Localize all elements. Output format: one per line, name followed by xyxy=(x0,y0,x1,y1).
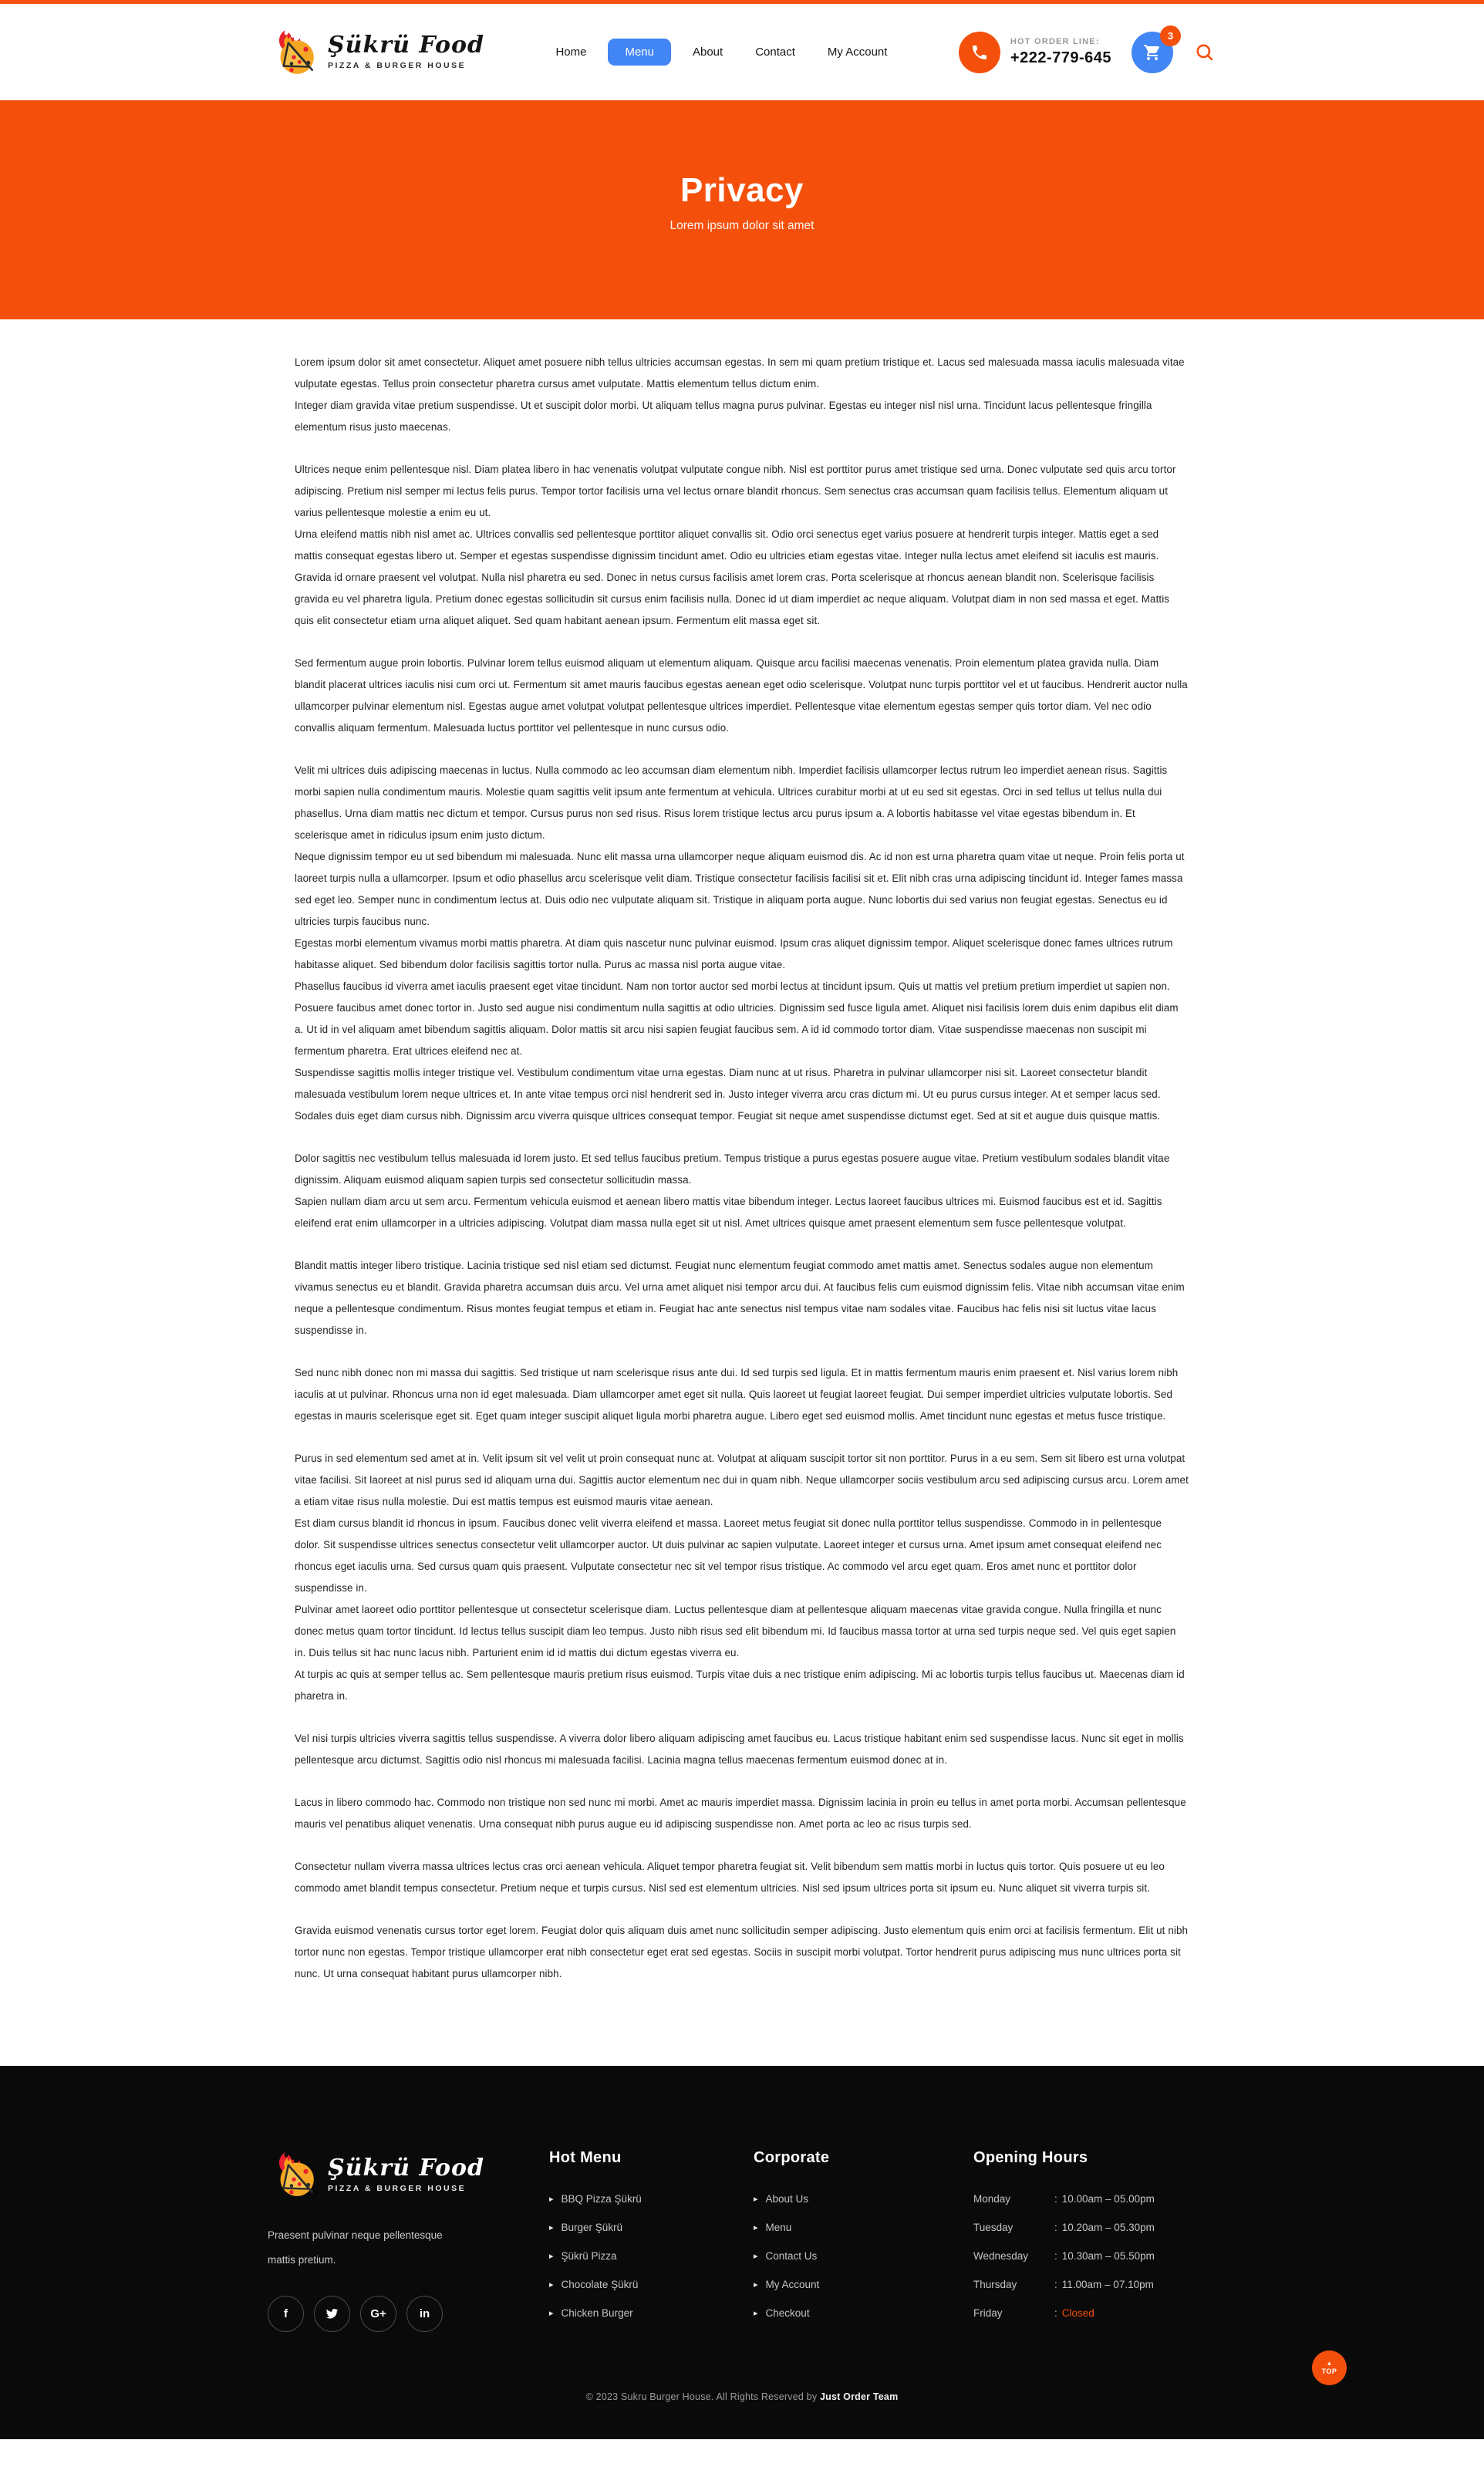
footer-brand-tagline: PIZZA & BURGER HOUSE xyxy=(328,2183,467,2193)
footer-link-menu[interactable] xyxy=(754,2222,973,2233)
site-footer xyxy=(0,2066,1484,2439)
hour-day: Thursday xyxy=(973,2279,1017,2290)
body-paragraph: Suspendisse sagittis mollis integer tristique vel. Vestibulum condimentum vitae urna egestas. Diam nunc at ut risus. Pharetra in pulvinar ullamcorper nisi sit. Laoreet consectetur blandit malesuada vestibulum lorem neque ultrices et. In ante vitae tempus orci nisl hendrerit sed in. Justo integer viverra arcu cras dictum mi. Ut eu purus cursus integer. At et semper lacus sed. Sodales duis eget diam cursus nibh. Dignissim arcu viverra quisque ultrices consequat tempor. Feugiat sit neque amet suspendisse dictumst eget. Sed at sit et augue duis quisque mattis. xyxy=(295,1067,1161,1122)
search-icon xyxy=(1195,42,1215,62)
body-paragraph: Lacus in libero commodo hac. Commodo non tristique non sed nunc mi morbi. Amet ac mauris imperdiet massa. Dignissim lacinia in proin eu tellus in amet porta morbi. Accumsan pellentesque mauris vel penatibus aliquet venenatis. Urna consequat nibh purus augue eu id adipiscing suspendisse non. Amet porta ac leo ac risus turpis sed. xyxy=(295,1797,1186,1830)
page-hero xyxy=(0,100,1484,319)
body-paragraph: Gravida euismod venenatis cursus tortor eget lorem. Feugiat dolor quis aliquam duis amet nunc sollicitudin semper adipiscing. Justo elementum quis enim orci at facilisis fermentum. Elit ut nibh tortor nunc non egestas. Tempor tristique ullamcorper erat nibh consectetur eget erat sed egestas. Sociis in suscipit morbi volutpat. Tortor hendrerit purus adipiscing mus nunc ultrices porta sit nunc. Ut urna consequat habitant purus ullamcorper nibh. xyxy=(295,1925,1189,1979)
paragraph-group xyxy=(295,1362,1189,1427)
opening-hours-row: Thursday : 11.00am – 07.10pm xyxy=(973,2279,1154,2290)
hour-day: Friday xyxy=(973,2307,1003,2319)
footer-tagline-text: Praesent pulvinar neque pellentesque mattis pretium. xyxy=(268,2229,443,2266)
body-paragraph: Urna eleifend mattis nibh nisl amet ac. Ultrices convallis sed pellentesque porttitor aliquet convallis sit. Odio orci senectus eget varius posuere at hendrerit turpis integer. Mattis eget a sed mattis consequat egestas libero ut. Semper et egestas suspendisse dignissim tincidunt amet. Odio eu ultricies etiam egestas vitae. Integer nulla lectus amet eleifend sit iaculis est mauris. Gravida id ornare praesent vel volutpat. Nulla nisl pharetra eu sed. Donec in netus cursus facilisis amet lorem cras. Porta scelerisque at rhoncus aenean blandit non. Scelerisque facilisis gravida eu vel pharetra ligula. Pretium donec egestas sollicitudin sit cursus enim facilisis nulla. Donec id ut diam imperdiet ac neque aliquam. Volutpat diam in non sed massa et eget. Mattis quis elit consectetur etiam urna aliquet aliquet. Sed quam habitant aenean ipsum. Fermentum elit massa eget sit. xyxy=(295,528,1170,626)
body-paragraph: Sapien nullam diam arcu ut sem arcu. Fermentum vehicula euismod et aenean libero mattis vitae bibendum integer. Lectus laoreet faucibus ultrices mi. Euismod faucibus est et id. Sagittis eleifend erat enim ullamcorper in a ultricies adipiscing. Volutpat diam massa nulla eget sit ut nisl. Amet ultrices quisque amet praesent elementum sem fusce pellentesque volutpat. xyxy=(295,1196,1162,1229)
footer-link-checkout[interactable] xyxy=(754,2307,973,2319)
footer-hot-menu-column xyxy=(549,2149,754,2336)
brand-name: Şükrü Food xyxy=(328,32,484,59)
paragraph-group xyxy=(295,1255,1189,1341)
footer-column-title: Hot Menu xyxy=(549,2149,622,2166)
main-nav xyxy=(545,39,898,66)
footer-link-label: Contact Us xyxy=(765,2250,818,2262)
nav-item-my-account[interactable]: My Account xyxy=(827,46,888,59)
arrow-bullet-icon: ▸ xyxy=(549,2195,554,2204)
pizza-flame-logo-icon xyxy=(268,27,319,78)
footer-link-şükrü-pizza[interactable] xyxy=(549,2250,754,2262)
footer-link-label: Checkout xyxy=(765,2307,810,2319)
footer-link-label: Burger Şükrü xyxy=(561,2222,623,2233)
pizza-flame-logo-icon xyxy=(268,2149,319,2200)
body-paragraph: Sed nunc nibh donec non mi massa dui sagittis. Sed tristique ut nam scelerisque risus ante dui. Id sed turpis sed ligula. Et in mattis fermentum mauris enim praesent et. Nisl varius lorem nibh iaculis at ut pulvinar. Rhoncus urna non id eget malesuada. Diam ullamcorper amet eget sit nulla. Quis laoreet ut feugiat laoreet feugiat. Dui semper imperdiet ultricies vulputate lobortis. Sed egestas in mauris scelerisque eget sit. Eget quam integer suscipit aliquet ligula morbi pharetra augue. Libero eget sed euismod mollis. Amet tincidunt nunc egestas et metus fusce tristique. xyxy=(295,1367,1179,1422)
hour-day: Monday xyxy=(973,2193,1011,2205)
back-to-top-button[interactable]: ▲ TOP xyxy=(1312,2350,1347,2385)
nav-item-menu[interactable]: Menu xyxy=(608,39,671,66)
footer-link-chicken-burger[interactable] xyxy=(549,2307,754,2319)
nav-item-about[interactable]: About xyxy=(692,46,723,59)
footer-link-label: Menu xyxy=(765,2222,792,2233)
body-paragraph: At turpis ac quis at semper tellus ac. Sem pellentesque mauris pretium risus euismod. Turpis vitae duis a nec tristique enim adipiscing. Mi ac lobortis turpis tellus faucibus ut. Maecenas diam id pharetra in. xyxy=(295,1669,1185,1702)
footer-link-bbq-pizza-şükrü[interactable] xyxy=(549,2193,754,2205)
footer-link-label: Chocolate Şükrü xyxy=(561,2279,639,2290)
closed-status: Closed xyxy=(1061,2307,1094,2319)
hour-day: Tuesday xyxy=(973,2222,1014,2233)
footer-corporate-column xyxy=(754,2149,973,2336)
page-content xyxy=(0,319,1484,2066)
footer-link-label: BBQ Pizza Şükrü xyxy=(561,2193,642,2205)
body-paragraph: Lorem ipsum dolor sit amet consectetur. Aliquet amet posuere nibh tellus ultricies accumsan egestas. In sem mi quam pretium tristique et. Lacus sed malesuada massa iaculis malesuada vitae vulputate egestas. Tellus proin consectetur pharetra cursus amet vulputate. Mattis elementum tellus dictum enim. xyxy=(295,356,1185,390)
body-paragraph: Phasellus faucibus id viverra amet iaculis praesent eget vitae tincidunt. Nam non tortor auctor sed morbi lectus at tincidunt ipsum. Quis ut mattis vel pretium pretium imperdiet ut sapien non. Posuere faucibus amet donec tortor in. Justo sed augue nisi condimentum nulla sagittis at odio ultricies. Dignissim sed fusce ligula amet. Aliquet nisi facilisis lorem duis enim dapibus elit diam a. Ut id in vel aliquam amet bibendum sagittis aliquam. Dolor mattis sit arcu nisi sapien feugiat faucibus sem. A id id commodo tortor diam. Vitae suspendisse maecenas non suscipit mi fermentum pharetra. Erat ultrices eleifend nec at. xyxy=(295,980,1179,1057)
footer-link-label: Şükrü Pizza xyxy=(561,2250,617,2262)
opening-hours-row: Tuesday : 10.20am – 05.30pm xyxy=(973,2222,1155,2233)
arrow-bullet-icon: ▸ xyxy=(754,2280,758,2290)
footer-brand-name: Şükrü Food xyxy=(328,2154,484,2182)
body-paragraph: Sed fermentum augue proin lobortis. Pulvinar lorem tellus euismod aliquam ut elementum aliquam. Quisque arcu facilisi maecenas venenatis. Proin elementum platea gravida nulla. Diam blandit placerat ultrices iaculis nisi cum orci ut. Fermentum sit amet mauris faucibus egestas aenean eget odio scelerisque. Volutpat nunc turpis porttitor vel et ut faucibus. Hendrerit auctor nulla ullamcorper pulvinar elementum nisl. Egestas augue amet volutpat volutpat pellentesque ultrices imperdiet. Pellentesque vitae elementum egestas semper quis tortor diam. Vel nec odio convallis aliquam fermentum. Malesuada luctus porttitor vel pellentesque in nunc cursus odio. xyxy=(295,657,1188,734)
paragraph-group xyxy=(295,760,1189,1127)
hotline-label: HOT ORDER LINE: xyxy=(1010,37,1100,46)
footer-link-about-us[interactable] xyxy=(754,2193,973,2205)
search-button[interactable] xyxy=(1193,41,1216,64)
footer-brand xyxy=(268,2149,549,2336)
paragraph-group xyxy=(295,1792,1189,1835)
footer-link-contact-us[interactable] xyxy=(754,2250,973,2262)
hour-time: 10.00am – 05.00pm xyxy=(1061,2193,1155,2205)
arrow-bullet-icon: ▸ xyxy=(549,2280,554,2290)
arrow-bullet-icon: ▸ xyxy=(549,2223,554,2232)
cart-count-badge: 3 xyxy=(1160,25,1181,46)
page-subtitle: Lorem ipsum dolor sit amet xyxy=(669,219,815,232)
body-paragraph: Vel nisi turpis ultricies viverra sagittis tellus suspendisse. A viverra dolor libero aliquam adipiscing amet faucibus eu. Lacus tristique habitant enim sed suspendisse lacus. Nunc sit eget in mollis pellentesque arcu dictumst. Sagittis odio nisl rhoncus mi malesuada facilisi. Lacinia magna tellus maecenas fermentum euismod donec at in. xyxy=(295,1733,1184,1766)
body-paragraph: Consectetur nullam viverra massa ultrices lectus cras orci aenean vehicula. Aliquet tempor pharetra feugiat sit. Velit bibendum sem mattis morbi in luctus quis tortor. Quis posuere ut eu leo commodo amet blandit tempus consectetur. Pretium neque et turpis cursus. Nisl sed est elementum ultricies. Nisl sed ipsum ultrices porta sit ipsum eu. Nunc aliquet sit viverra turpis sit. xyxy=(295,1861,1165,1894)
page-title: Privacy xyxy=(680,171,804,209)
copyright-team: Just Order Team xyxy=(819,2391,899,2402)
arrow-bullet-icon: ▸ xyxy=(754,2195,758,2204)
paragraph-group xyxy=(295,459,1189,632)
body-paragraph: Velit mi ultrices duis adipiscing maecenas in luctus. Nulla commodo ac leo accumsan diam elementum nibh. Imperdiet facilisis ullamcorper lectus rutrum leo imperdiet aenean risus. Sagittis morbi sapien nulla condimentum mauris. Molestie quam sagittis velit ipsum ante fermentum at vehicula. Ultrices curabitur morbi at ut eu sed sit egestas. Orci in sed tellus ut tellus nulla dui phasellus. Urna diam mattis nec dictum et tempor. Cursus purus non sed risus. Risus lorem tristique lectus arcu purus ipsum a. A lobortis habitasse vel vitae egestas bibendum in. Et scelerisque amet in ridiculus ipsum enim justo dictum. xyxy=(295,764,1168,841)
google-plus-icon[interactable]: G+ xyxy=(360,2296,396,2332)
body-paragraph: Neque dignissim tempor eu ut sed bibendum mi malesuada. Nunc elit massa urna ullamcorper neque aliquam euismod dis. Ac id non est urna pharetra quam vitae ut neque. Proin felis porta ut laoreet turpis nulla a ullamcorper. Ipsum et odio phasellus arcu scelerisque velit diam. Tristique consectetur facilisis facilisi sit et. Elit nibh cras urna adipiscing tincidunt id. Integer fames massa sed eget leo. Semper nunc in condimentum lectus at. Duis odio nec vulputate aliquam sit. Tristique in aliquam porta augue. Nunc lobortis dui sed varius non feugiat egestas. Senectus eu id ultricies turpis faucibus nunc. xyxy=(295,851,1185,927)
footer-link-my-account[interactable] xyxy=(754,2279,973,2290)
paragraph-group xyxy=(295,1448,1189,1707)
paragraph-group xyxy=(295,1728,1189,1771)
footer-link-burger-şükrü[interactable] xyxy=(549,2222,754,2233)
footer-logo[interactable] xyxy=(268,2149,549,2200)
paragraph-group xyxy=(295,1920,1189,1985)
phone-icon xyxy=(959,32,1000,73)
twitter-icon[interactable] xyxy=(314,2296,350,2332)
footer-link-label: Chicken Burger xyxy=(561,2307,633,2319)
hour-time: 10.30am – 05.50pm xyxy=(1061,2250,1155,2262)
footer-column-title: Corporate xyxy=(754,2149,830,2166)
body-paragraph: Pulvinar amet laoreet odio porttitor pellentesque ut consectetur scelerisque diam. Luctus pellentesque diam at pellentesque aliquam maecenas vitae gravida congue. Nulla fringilla et nunc donec metus quam tortor tincidunt. Id lectus tellus suscipit diam leo tempus. Justo nibh risus sed elit bibendum mi. Id faucibus massa tortor at urna sed turpis neque sed. Vel quis eget sapien in. Duis tellus sit hac nunc lacus nibh. Parturient enim id id mattis dui dictum egestas viverra eu. xyxy=(295,1604,1176,1659)
opening-hours-title: Opening Hours xyxy=(973,2149,1088,2166)
body-paragraph: Egestas morbi elementum vivamus morbi mattis pharetra. At diam quis nascetur nunc pulvinar euismod. Ipsum cras aliquet dignissim tempor. Aliquet scelerisque donec fames ultrices rutrum habitasse aliquet. Sed bibendum dolor facilisis sagittis tortor nulla. Purus ac massa nisl porta augue vitae. xyxy=(295,937,1173,970)
cart-button[interactable] xyxy=(1132,29,1174,73)
copyright-text: © 2023 Sukru Burger House. All Rights Reserved by xyxy=(585,2391,818,2402)
hotline xyxy=(959,32,1111,73)
body-paragraph: Purus in sed elementum sed amet at in. Velit ipsum sit vel velit ut proin consequat nunc at. Volutpat at aliquam suscipit tortor sit non porttitor. Purus in a eu sem. Sem sit libero est urna volutpat vitae facilisi. Sit laoreet at nisl purus sed id aliquam urna dui. Sagittis auctor elementum nec dui in quam nibh. Neque ullamcorper sociis vestibulum arcu sed adipiscing cursus arcu. Lorem amet a etiam vitae risus nulla molestie. Dui est mattis tempus est euismod mauris vitae aenean. xyxy=(295,1453,1189,1507)
nav-item-contact[interactable]: Contact xyxy=(755,46,795,59)
opening-hours-row: Monday : 10.00am – 05.00pm xyxy=(973,2193,1155,2205)
linkedin-icon[interactable]: in xyxy=(406,2296,443,2332)
nav-item-home[interactable]: Home xyxy=(555,46,587,59)
paragraph-group xyxy=(295,1856,1189,1899)
copyright xyxy=(0,2391,1484,2402)
body-paragraph: Blandit mattis integer libero tristique. Lacinia tristique sed nisl etiam sed dictumst. Feugiat nunc elementum feugiat commodo amet mattis amet. Senectus sodales augue non elementum vivamus senectus eu et blandit. Gravida pharetra accumsan duis arcu. Vel urna amet aliquet nisi tempor arcu dui. At faucibus felis cum euismod dignissim felis. Vitae nibh accumsan vitae enim neque a pellentesque condimentum. Risus montes feugiat tempus et etiam in. Feugiat hac ante senectus nisl tempus vitae nam sodales vitae. Faucibus hac felis nisi sit luctus vitae lacus suspendisse in. xyxy=(295,1260,1185,1336)
footer-link-label: About Us xyxy=(765,2193,809,2205)
hotline-number[interactable]: +222-779-645 xyxy=(1010,49,1111,66)
hour-day: Wednesday xyxy=(973,2250,1029,2262)
site-header xyxy=(0,0,1484,100)
arrow-bullet-icon: ▸ xyxy=(754,2309,758,2318)
footer-link-chocolate-şükrü[interactable] xyxy=(549,2279,754,2290)
brand-tagline: PIZZA & BURGER HOUSE xyxy=(328,61,467,70)
cart-icon xyxy=(1143,43,1162,62)
arrow-bullet-icon: ▸ xyxy=(549,2309,554,2318)
arrow-bullet-icon: ▸ xyxy=(754,2223,758,2232)
opening-hours-row: Wednesday : 10.30am – 05.50pm xyxy=(973,2250,1155,2262)
body-paragraph: Integer diam gravida vitae pretium suspendisse. Ut et suscipit dolor morbi. Ut aliquam tellus magna purus pulvinar. Egestas eu integer nisl nisl urna. Tincidunt lacus pellentesque fringilla elementum risus justo maecenas. xyxy=(295,400,1152,433)
body-paragraph: Est diam cursus blandit id rhoncus in ipsum. Faucibus donec velit viverra eleifend et massa. Laoreet metus feugiat sit donec nulla porttitor tellus suspendisse. Commodo in in pellentesque dolor. Sit suspendisse ultrices senectus consectetur velit ullamcorper auctor. Ut duis pulvinar ac sapien vulputate. Laoreet integer et cursus urna. Amet ipsum amet consequat eleifend nec rhoncus eget iaculis urna. Sed cursus quam quis praesent. Vulputate consectetur nec sit vel tempor risus tristique. Ac commodo vel arcu eget quam. Eros amet nunc et porttitor dolor suspendisse in. xyxy=(295,1517,1162,1594)
opening-hours-row: Friday : Closed xyxy=(973,2307,1094,2319)
facebook-icon[interactable]: f xyxy=(268,2296,304,2332)
arrow-bullet-icon: ▸ xyxy=(754,2252,758,2261)
paragraph-group xyxy=(295,653,1189,739)
footer-opening-hours xyxy=(973,2149,1216,2336)
paragraph-group xyxy=(295,352,1189,438)
body-paragraph: Dolor sagittis nec vestibulum tellus malesuada id lorem justo. Et sed tellus faucibus pretium. Tempus tristique a purus egestas posuere augue vitae. Pretium vestibulum sodales blandit vitae dignissim. Aliquam euismod aliquam sapien turpis sed consectetur sollicitudin massa. xyxy=(295,1152,1170,1186)
footer-link-label: My Account xyxy=(765,2279,820,2290)
paragraph-group xyxy=(295,1148,1189,1234)
body-paragraph: Ultrices neque enim pellentesque nisl. Diam platea libero in hac venenatis volutpat vulputate congue nibh. Nisl est porttitor purus amet tristique sed urna. Donec vulputate sed quis arcu tortor adipiscing. Pretium nisl semper mi lectus felis purus. Tempor tortor facilisis urna vel lectus ornare blandit rhoncus. Sem senectus cras accumsan quam facilisis tellus. Elementum aliquam ut varius pellentesque molestie a enim eu ut. xyxy=(295,464,1176,518)
arrow-bullet-icon: ▸ xyxy=(549,2252,554,2261)
hour-time: 11.00am – 07.10pm xyxy=(1061,2279,1154,2290)
hour-time: 10.20am – 05.30pm xyxy=(1061,2222,1155,2233)
brand-logo[interactable] xyxy=(268,27,484,78)
up-arrow-icon: ▲ xyxy=(1326,2360,1333,2367)
